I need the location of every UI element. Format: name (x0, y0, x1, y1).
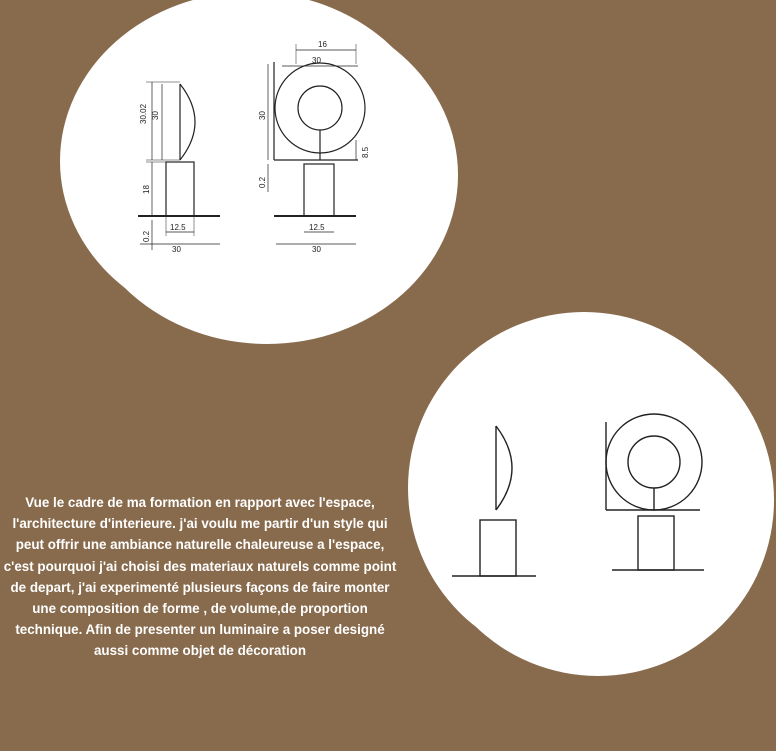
dim-base-width-left: 30 (172, 245, 181, 254)
dim-height-stem: 18 (142, 185, 151, 194)
dim-height-total: 30.02 (139, 103, 148, 124)
dim-ring-width: 30 (312, 56, 321, 65)
technical-drawing-photo (60, 0, 442, 330)
dim-stem-width-right: 12.5 (309, 223, 325, 232)
lamp-sketch (408, 312, 760, 664)
dim-top-offset: 16 (318, 40, 327, 49)
technical-drawing (60, 0, 442, 330)
dim-base-width-right: 30 (312, 245, 321, 254)
dim-stem-width-left: 12.5 (170, 223, 186, 232)
photo-disc (60, 0, 442, 330)
dim-ring-height: 30 (258, 111, 267, 120)
dim-gap: 8.5 (361, 146, 370, 158)
dim-height-disc: 30 (151, 111, 160, 120)
dim-base-thickness-left: 0.2 (142, 230, 151, 242)
dim-base-thickness-right: 0.2 (258, 176, 267, 188)
sketch-photo (408, 312, 760, 664)
project-description: Vue le cadre de ma formation en rapport avec l'espace, l'architecture d'interieure. j'ai voulu me partir d'un style qui peut offrir une ambiance naturelle chaleureuse a l'espace, c'est pourquoi j'ai choisi des materiaux naturels comme point de depart, j'ai experimenté plusieurs façons de faire monter une composition de forme , de volume,de proportion technique. Afin de presenter un luminaire a poser designé aussi comme objet de décoration (3, 495, 397, 659)
photo-disc (408, 312, 760, 664)
